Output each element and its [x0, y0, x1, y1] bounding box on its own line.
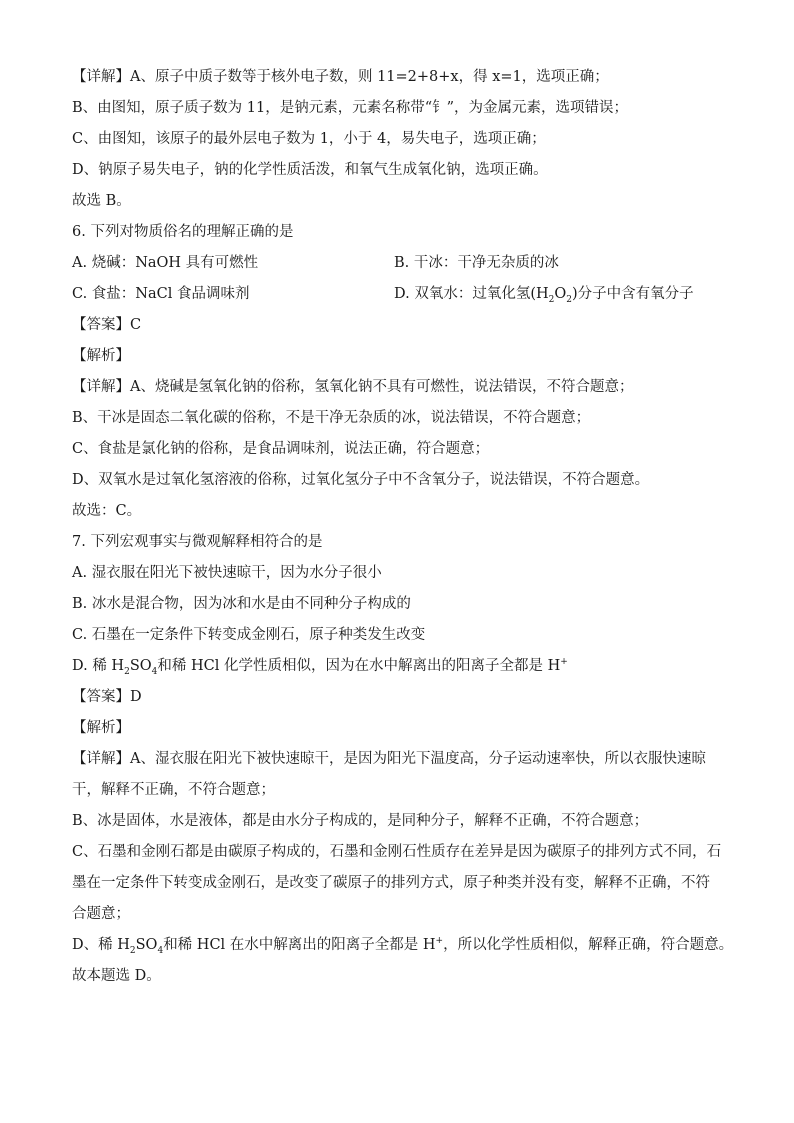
- q5-line-b: B、由图知，原子质子数为 11，是钠元素，元素名称带“钅”，为金属元素，选项错误；: [72, 100, 629, 116]
- q7-line-d: D、稀 $H_2SO_4$和稀 HCl 在水中解离出的阳离子全都是 H+，所以化学性质相似，解释正确，符合题意。: [72, 936, 734, 956]
- q6-option-a: A. 烧碱：NaOH 具有可燃性: [72, 255, 259, 271]
- q7-line-c: C、石墨和金刚石都是由碳原子构成的，石墨和金刚石性质存在差异是因为碳原子的排列方式不同，石墨在一定条件下转变成金刚石，是改变了碳原子的排列方式，原子种类并没有变，解释不正确，不符合题意；: [72, 844, 722, 922]
- q6-line-b: B、干冰是固态二氧化碳的俗称，不是干净无杂质的冰，说法错误，不符合题意；: [72, 410, 591, 426]
- q6-line-c: C、食盐是氯化钠的俗称，是食品调味剂，说法正确，符合题意；: [72, 441, 490, 457]
- q6-detail-a: 【详解】A、烧碱是氢氧化钠的俗称，氢氧化钠不具有可燃性，说法错误，不符合题意；: [72, 379, 634, 395]
- q5-line-d: D、钠原子易失电子，钠的化学性质活泼，和氧气生成氧化钠，选项正确。: [72, 162, 548, 178]
- q7-conclusion: 故本题选 D。: [72, 968, 161, 984]
- q7-option-a: A. 湿衣服在阳光下被快速晾干，因为水分子很小: [72, 565, 382, 581]
- q7-option-c: C. 石墨在一定条件下转变成金刚石，原子种类发生改变: [72, 627, 426, 643]
- q6-option-d: D. 双氧水：过氧化氢$(H_2O_2)$分子中含有氧分子: [394, 286, 694, 305]
- q5-conclusion: 故选 B。: [72, 193, 131, 209]
- q7-line-b: B、冰是固体，水是液体，都是由水分子构成的，是同种分子，解释不正确，不符合题意；: [72, 813, 649, 829]
- document-page: [72, 62, 734, 992]
- q7-stem: 7. 下列宏观事实与微观解释相符合的是: [72, 534, 323, 550]
- q7-answer: 【答案】D: [72, 689, 142, 705]
- q5-line-c: C、由图知，该原子的最外层电子数为 1，小于 4，易失电子，选项正确；: [72, 131, 546, 147]
- q6-line-d: D、双氧水是过氧化氢溶液的俗称，过氧化氢分子中不含氧分子，说法错误，不符合题意。: [72, 472, 650, 488]
- q6-option-c: C. 食盐：NaCl 食品调味剂: [72, 286, 250, 302]
- q6-options-row-1: [72, 248, 722, 279]
- q6-answer: 【答案】C: [72, 317, 142, 333]
- q6-analysis-heading: 【解析】: [72, 348, 130, 364]
- q7-option-b: B. 冰水是混合物，因为冰和水是由不同种分子构成的: [72, 596, 411, 612]
- q6-options-row-2: [72, 279, 722, 310]
- q6-conclusion: 故选：C。: [72, 503, 142, 519]
- q7-option-d: D. 稀 $H_2SO_4$和稀 HCl 化学性质相似，因为在水中解离出的阳离子全都是 H+: [72, 657, 568, 677]
- q5-detail-a: 【详解】A、原子中质子数等于核外电子数，则 11=2+8+x，得 x=1，选项正确；: [72, 69, 609, 85]
- q6-option-b: B. 干冰：干净无杂质的冰: [394, 255, 559, 271]
- q6-stem: 6. 下列对物质俗名的理解正确的是: [72, 224, 294, 240]
- q7-detail-a: 【详解】A、湿衣服在阳光下被快速晾干，是因为阳光下温度高，分子运动速率快，所以衣服快速晾干，解释不正确，不符合题意；: [72, 751, 706, 798]
- q7-analysis-heading: 【解析】: [72, 720, 130, 736]
